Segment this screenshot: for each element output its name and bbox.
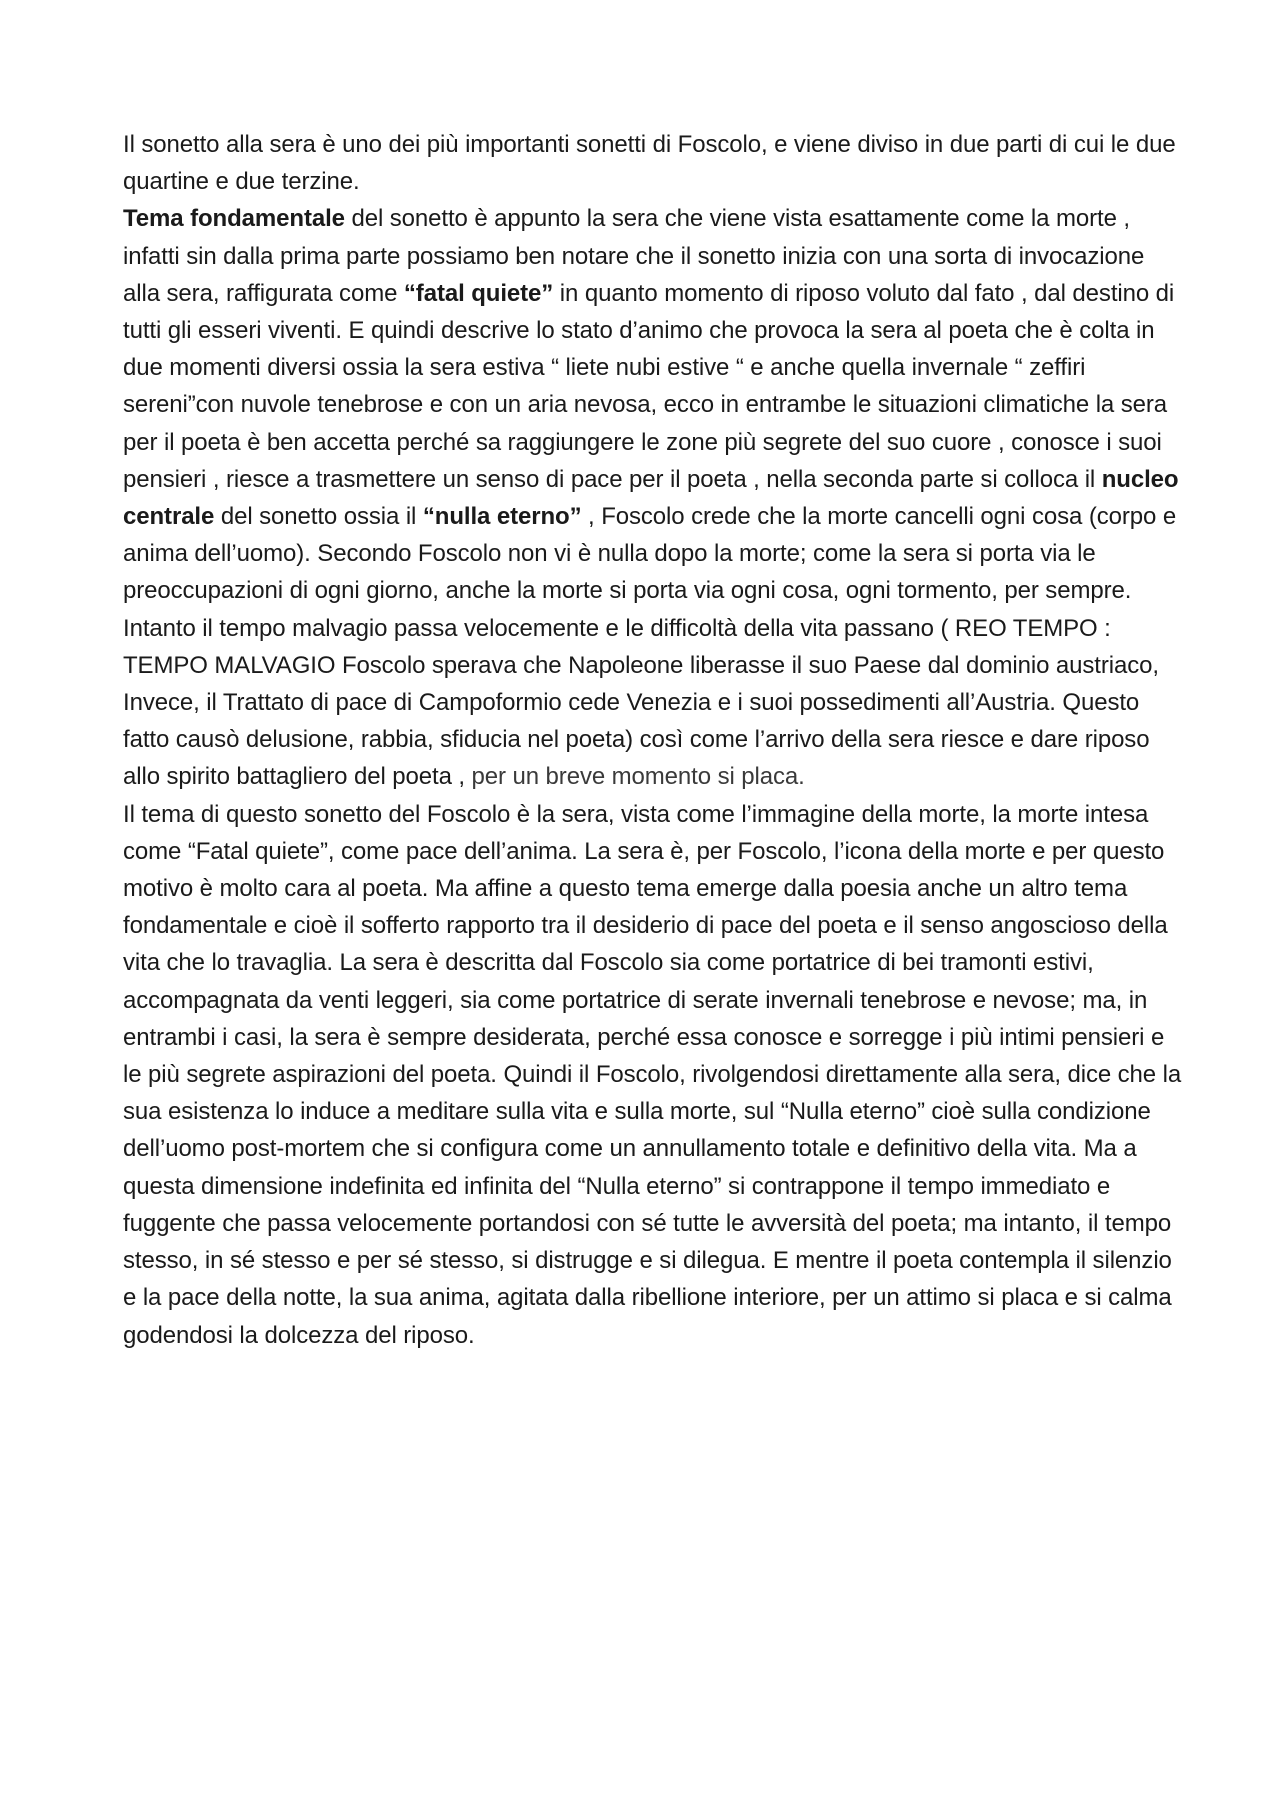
analysis-text: Il tema di questo sonetto del Foscolo è la sera, vista come l’immagine della morte, la morte intesa come “Fatal quiete”, come pace dell’anima. La sera è, per Foscolo, l’icona della morte e per questo motivo è molto cara al poeta. Ma affine a questo tema emerge dalla poesia anche un altro tema fondamentale e cioè il sofferto rapporto tra il desiderio di pace del poeta e il senso angoscioso della vita che lo travaglia. La sera è descritta dal Foscolo sia come portatrice di bei tramonti estivi, accompagnata da venti leggeri, sia come portatrice di serate invernali tenebrose e nevose; ma, in entrambi i casi, la sera è sempre desiderata, perché essa conosce e sorregge i più intimi pensieri e le più segrete aspirazioni del poeta. Quindi il Foscolo, rivolgendosi direttamente alla sera, dice che la sua esistenza lo induce a meditare sulla vita e sulla morte, sul “Nulla eterno” cioè sulla condizione dell’uomo post-mortem che si configura come un annullamento totale e definitivo della vita. Ma a questa dimensione indefinita ed infinita del “Nulla eterno” si contrappone il tempo immediato e fuggente che passa velocemente portandosi con sé tutte le avversità del poeta; ma intanto, il tempo stesso, in sé stesso e per sé stesso, si distrugge e si dilegua. E mentre il poeta contempla il silenzio e la pace della notte, la sua anima, agitata dalla ribellione interiore, per un attimo si placa e si calma godendosi la dolcezza del riposo. [123,800,1182,1349]
intro-text: Il sonetto alla sera è uno dei più importanti sonetti di Foscolo, e viene diviso in due parti di cui le due quartine e due terzine. [123,131,1176,196]
bold-fatal-quiete: “fatal quiete” [403,279,554,307]
theme-text-4: , Foscolo crede che la morte cancelli ogni cosa (corpo e anima dell’uomo). Secondo Foscolo non vi è nulla dopo la morte; come la sera si porta via le preoccupazioni di ogni giorno, anche la morte si porta via ogni cosa, ogni tormento, per sempre. Intanto il tempo malvagio passa velocemente e le difficoltà della vita passano ( REO TEMPO : TEMPO MALVAGIO Foscolo sperava che Napoleone liberasse il suo Paese dal dominio austriaco, Invece, il Trattato di pace di Campoformio cede Venezia e i suoi possedimenti all’Austria. Questo fatto causò delusione, rabbia, sfiducia nel poeta) così come l’arrivo della sera riesce e dare riposo allo spirito battagliero del poeta , [123,503,1177,791]
bold-tema-fondamentale: Tema fondamentale [123,205,345,233]
theme-text-5: per un breve momento si placa. [471,763,805,791]
theme-text-1: del sonetto è appunto la sera che viene vista esattamente come la morte , infatti sin dalla prima parte possiamo ben notare che il sonetto inizia con una sorta di invocazione alla sera, raffigurata come [123,205,1145,307]
bold-nulla-eterno: “nulla eterno” [422,503,582,531]
theme-text-3: del sonetto ossia il [214,503,423,531]
paragraph-intro [123,126,1183,200]
document-body [123,126,1183,1354]
paragraph-theme [123,200,1183,795]
theme-text-2: in quanto momento di riposo voluto dal fato , dal destino di tutti gli esseri viventi. E quindi descrive lo stato d’animo che provoca la sera al poeta che è colta in due momenti diversi ossia la sera estiva “ liete nubi estive “ e anche quella invernale “ zeffiri sereni”con nuvole tenebrose e con un aria nevosa, ecco in entrambe le situazioni climatiche la sera per il poeta è ben accetta perché sa raggiungere le zone più segrete del suo cuore , conosce i suoi pensieri , riesce a trasmettere un senso di pace per il poeta , nella seconda parte si colloca il [123,279,1175,493]
paragraph-analysis [123,796,1183,1354]
bold-nucleo-centrale: nucleo centrale [123,465,1179,531]
